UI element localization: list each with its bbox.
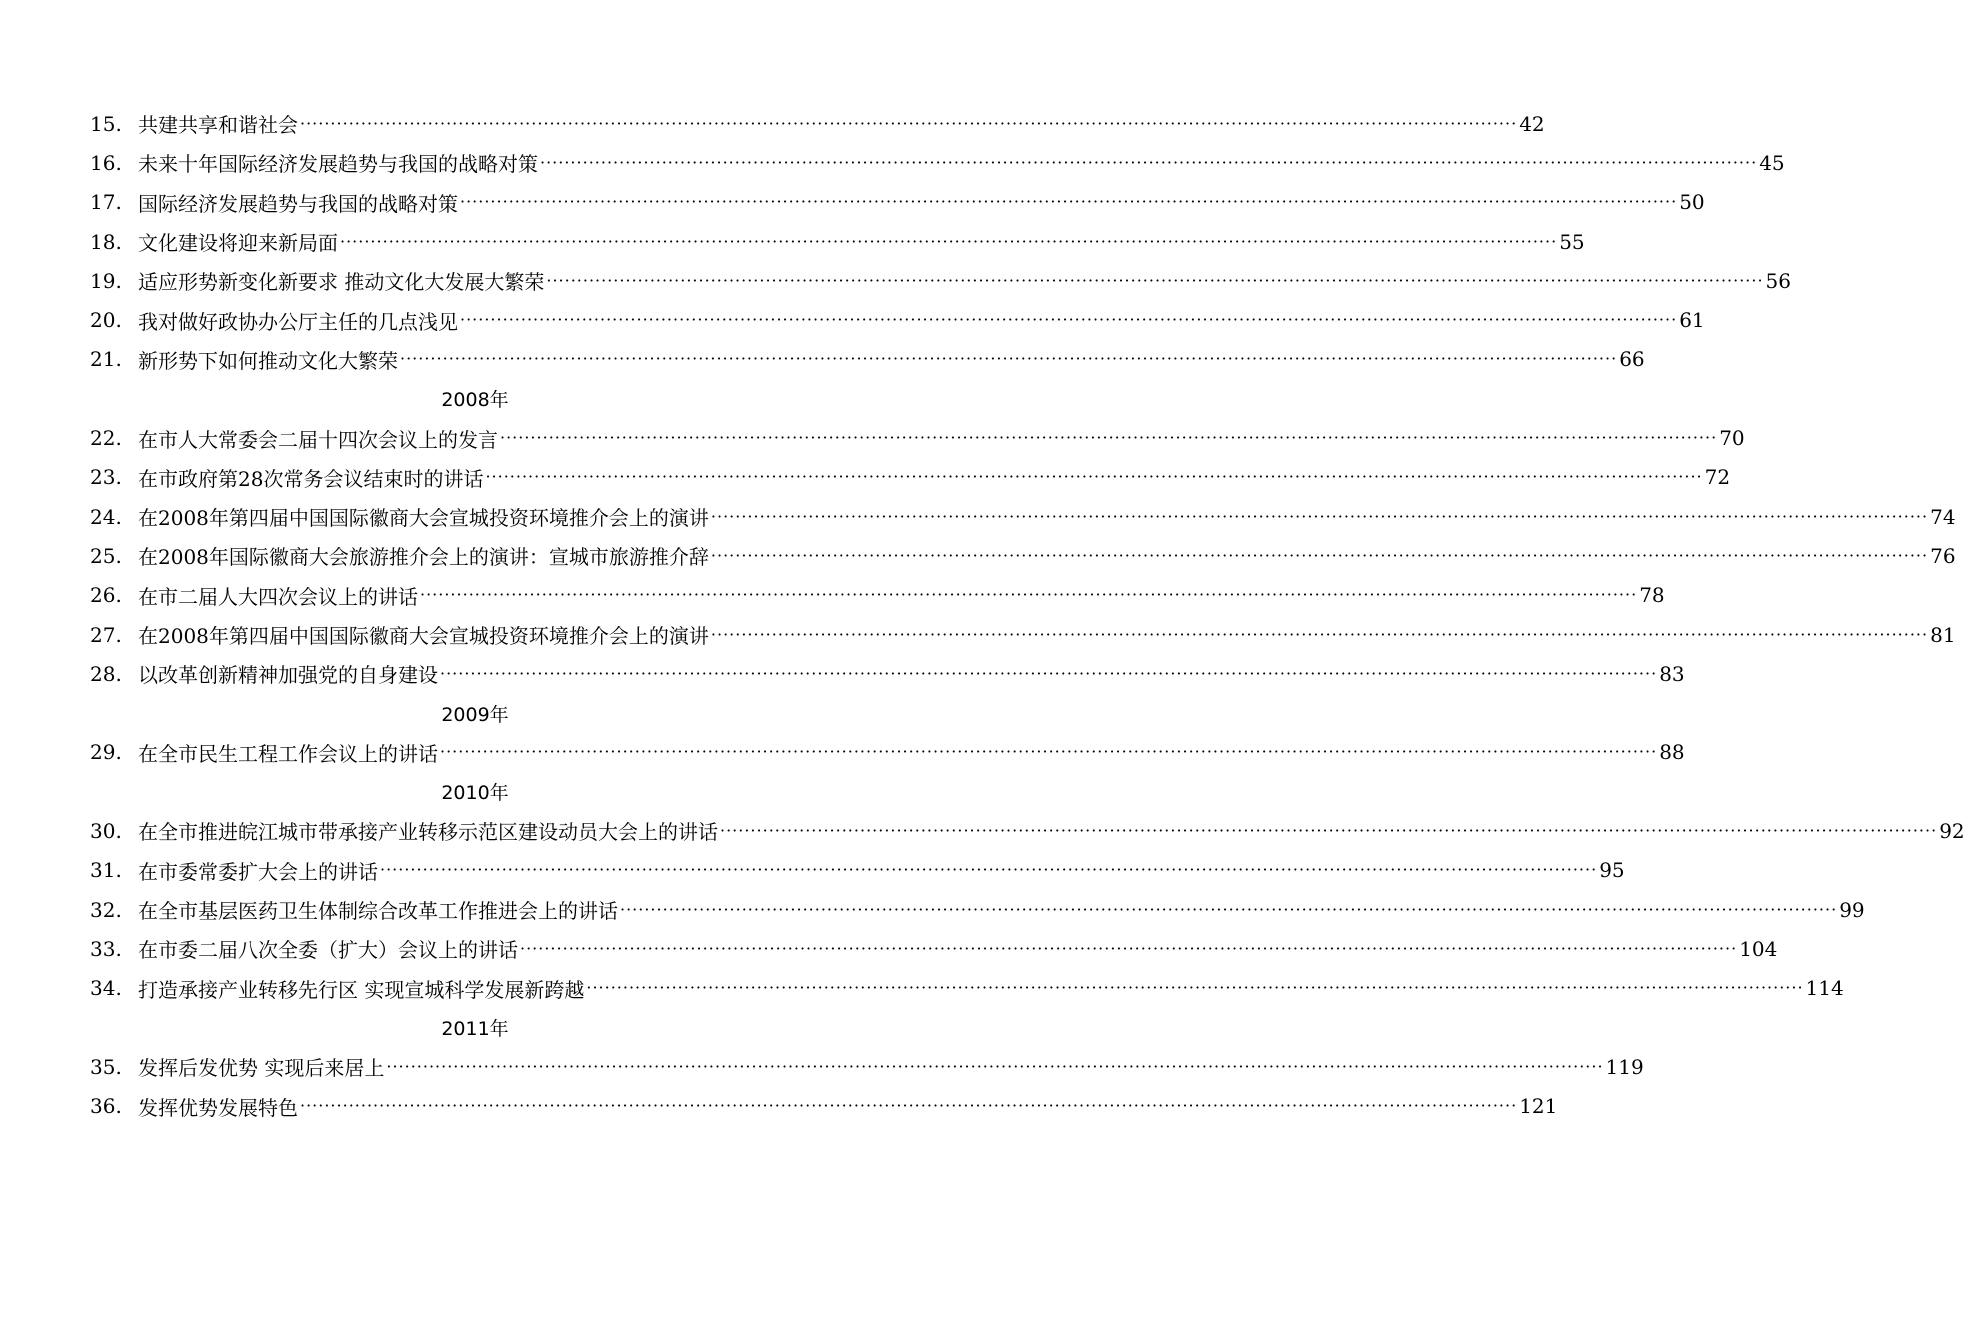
entry-title: 文化建设将迎来新局面	[138, 231, 338, 256]
entry-page-number: 66	[1619, 347, 1645, 372]
toc-entry[interactable]	[90, 222, 1585, 261]
entry-page-number: 95	[1599, 858, 1625, 883]
entry-page-number: 72	[1704, 465, 1731, 490]
entry-number: 35.	[90, 1054, 122, 1079]
entry-number: 16.	[90, 150, 122, 175]
dot-leader: ········································································································································································································	[500, 428, 1718, 448]
toc-entry[interactable]	[90, 654, 1685, 693]
entry-number: 15.	[90, 111, 122, 136]
toc-entry[interactable]	[90, 300, 1705, 339]
dot-leader: ········································································································································································································	[440, 663, 1658, 683]
entry-title: 我对做好政协办公厅主任的几点浅见	[138, 309, 458, 334]
entry-number: 27.	[90, 622, 122, 647]
entry-title: 以改革创新精神加强党的自身建设	[138, 663, 438, 688]
entry-number: 33.	[90, 936, 122, 961]
dot-leader: ········································································································································································································	[340, 231, 1558, 251]
dot-leader: ········································································································································································································	[460, 192, 1678, 212]
entry-number: 18.	[90, 229, 122, 254]
entry-number: 30.	[90, 818, 122, 843]
entry-page-number: 70	[1719, 426, 1745, 451]
entry-title: 在市二届人大四次会议上的讲话	[138, 584, 418, 609]
entry-number: 19.	[90, 268, 122, 293]
toc-entry[interactable]	[90, 615, 1956, 654]
entry-title: 在2008年国际徽商大会旅游推介会上的演讲：宣城市旅游推介辞	[138, 545, 709, 570]
entry-page-number: 83	[1659, 661, 1685, 686]
dot-leader: ········································································································································································································	[710, 545, 1929, 565]
toc-entry[interactable]	[90, 1047, 1644, 1086]
entry-page-number: 56	[1765, 268, 1791, 293]
entry-number: 20.	[90, 308, 122, 333]
dot-leader: ········································································································································································································	[620, 899, 1838, 919]
dot-leader: ········································································································································································································	[386, 1056, 1604, 1076]
entry-title: 在全市推进皖江城市带承接产业转移示范区建设动员大会上的讲话	[138, 820, 718, 845]
toc-entry[interactable]	[90, 851, 1625, 890]
entry-number: 24.	[90, 504, 122, 529]
dot-leader: ········································································································································································································	[586, 978, 1804, 998]
dot-leader: ········································································································································································································	[300, 1096, 1518, 1116]
toc-entry[interactable]	[90, 969, 1844, 1008]
entry-number: 29.	[90, 740, 122, 765]
entry-page-number: 114	[1805, 976, 1844, 1001]
year-heading: 2010年	[441, 782, 509, 805]
dot-leader: ········································································································································································································	[520, 938, 1738, 958]
entry-title: 在市委二届八次全委（扩大）会议上的讲话	[138, 938, 518, 963]
dot-leader: ········································································································································································································	[440, 742, 1658, 762]
toc-entry[interactable]	[90, 143, 1785, 182]
dot-leader: ········································································································································································································	[400, 349, 1618, 369]
toc-entry[interactable]	[90, 576, 1665, 615]
dot-leader: ········································································································································································································	[420, 585, 1638, 605]
entry-page-number: 92	[1939, 818, 1965, 843]
dot-leader: ········································································································································································································	[485, 467, 1703, 487]
dot-leader: ········································································································································································································	[540, 152, 1758, 172]
entry-page-number: 88	[1659, 740, 1685, 765]
year-heading: 2009年	[441, 703, 509, 726]
entry-title: 发挥优势发展特色	[138, 1095, 298, 1120]
dot-leader: ········································································································································································································	[546, 270, 1764, 290]
entry-number: 21.	[90, 347, 122, 372]
entry-page-number: 42	[1519, 111, 1545, 136]
toc-entry[interactable]	[90, 890, 1865, 929]
entry-title: 在全市基层医药卫生体制综合改革工作推进会上的讲话	[138, 899, 618, 924]
entry-title: 国际经济发展趋势与我国的战略对策	[138, 191, 458, 216]
entry-title: 在市人大常委会二届十四次会议上的发言	[138, 427, 498, 452]
entry-title: 在全市民生工程工作会议上的讲话	[138, 741, 438, 766]
toc-entry[interactable]	[90, 536, 1956, 575]
toc-entry[interactable]	[90, 104, 1545, 143]
entry-page-number: 99	[1839, 897, 1865, 922]
entry-page-number: 104	[1739, 936, 1778, 961]
entry-number: 17.	[90, 190, 122, 215]
toc-entry[interactable]	[90, 1086, 1558, 1125]
toc-entry[interactable]	[90, 811, 1965, 850]
entry-number: 32.	[90, 897, 122, 922]
dot-leader: ········································································································································································································	[710, 624, 1929, 644]
toc-entry[interactable]	[90, 183, 1705, 222]
entry-page-number: 45	[1759, 150, 1785, 175]
dot-leader: ········································································································································································································	[460, 310, 1678, 330]
toc-entry[interactable]	[90, 497, 1956, 536]
entry-page-number: 55	[1559, 229, 1585, 254]
entry-title: 发挥后发优势 实现后来居上	[138, 1056, 385, 1081]
entry-page-number: 76	[1930, 543, 1956, 568]
entry-number: 28.	[90, 661, 122, 686]
entry-page-number: 74	[1930, 504, 1956, 529]
entry-title: 新形势下如何推动文化大繁荣	[138, 348, 398, 373]
toc-entry[interactable]	[90, 929, 1778, 968]
toc-entry[interactable]	[90, 340, 1645, 379]
toc-entry[interactable]	[90, 418, 1745, 457]
table-of-contents	[90, 104, 1965, 1126]
entry-title: 在市政府第28次常务会议结束时的讲话	[138, 466, 484, 491]
entry-number: 22.	[90, 426, 122, 451]
entry-page-number: 121	[1519, 1094, 1558, 1119]
entry-title: 在市委常委扩大会上的讲话	[138, 859, 378, 884]
entry-number: 25.	[90, 543, 122, 568]
dot-leader: ········································································································································································································	[720, 820, 1938, 840]
toc-entry[interactable]	[90, 261, 1791, 300]
entry-title: 未来十年国际经济发展趋势与我国的战略对策	[138, 152, 538, 177]
entry-title: 适应形势新变化新要求 推动文化大发展大繁荣	[138, 270, 545, 295]
entry-title: 在2008年第四届中国国际徽商大会宣城投资环境推介会上的演讲	[138, 506, 709, 531]
entry-title: 打造承接产业转移先行区 实现宣城科学发展新跨越	[138, 977, 585, 1002]
entry-title: 共建共享和谐社会	[138, 113, 298, 138]
entry-page-number: 78	[1639, 583, 1665, 608]
toc-entry[interactable]	[90, 733, 1685, 772]
entry-page-number: 81	[1930, 622, 1956, 647]
entry-number: 34.	[90, 976, 122, 1001]
entry-page-number: 50	[1679, 190, 1705, 215]
entry-number: 31.	[90, 858, 122, 883]
entry-number: 26.	[90, 583, 122, 608]
entry-page-number: 119	[1605, 1054, 1644, 1079]
year-heading: 2008年	[441, 389, 509, 412]
entry-number: 23.	[90, 465, 122, 490]
entry-title: 在2008年第四届中国国际徽商大会宣城投资环境推介会上的演讲	[138, 624, 709, 648]
entry-page-number: 61	[1679, 308, 1705, 333]
dot-leader: ········································································································································································································	[300, 113, 1518, 133]
toc-entry[interactable]	[90, 458, 1731, 497]
dot-leader: ········································································································································································································	[710, 506, 1929, 526]
dot-leader: ········································································································································································································	[380, 860, 1598, 880]
entry-number: 36.	[90, 1094, 122, 1119]
year-heading: 2011年	[441, 1017, 509, 1040]
